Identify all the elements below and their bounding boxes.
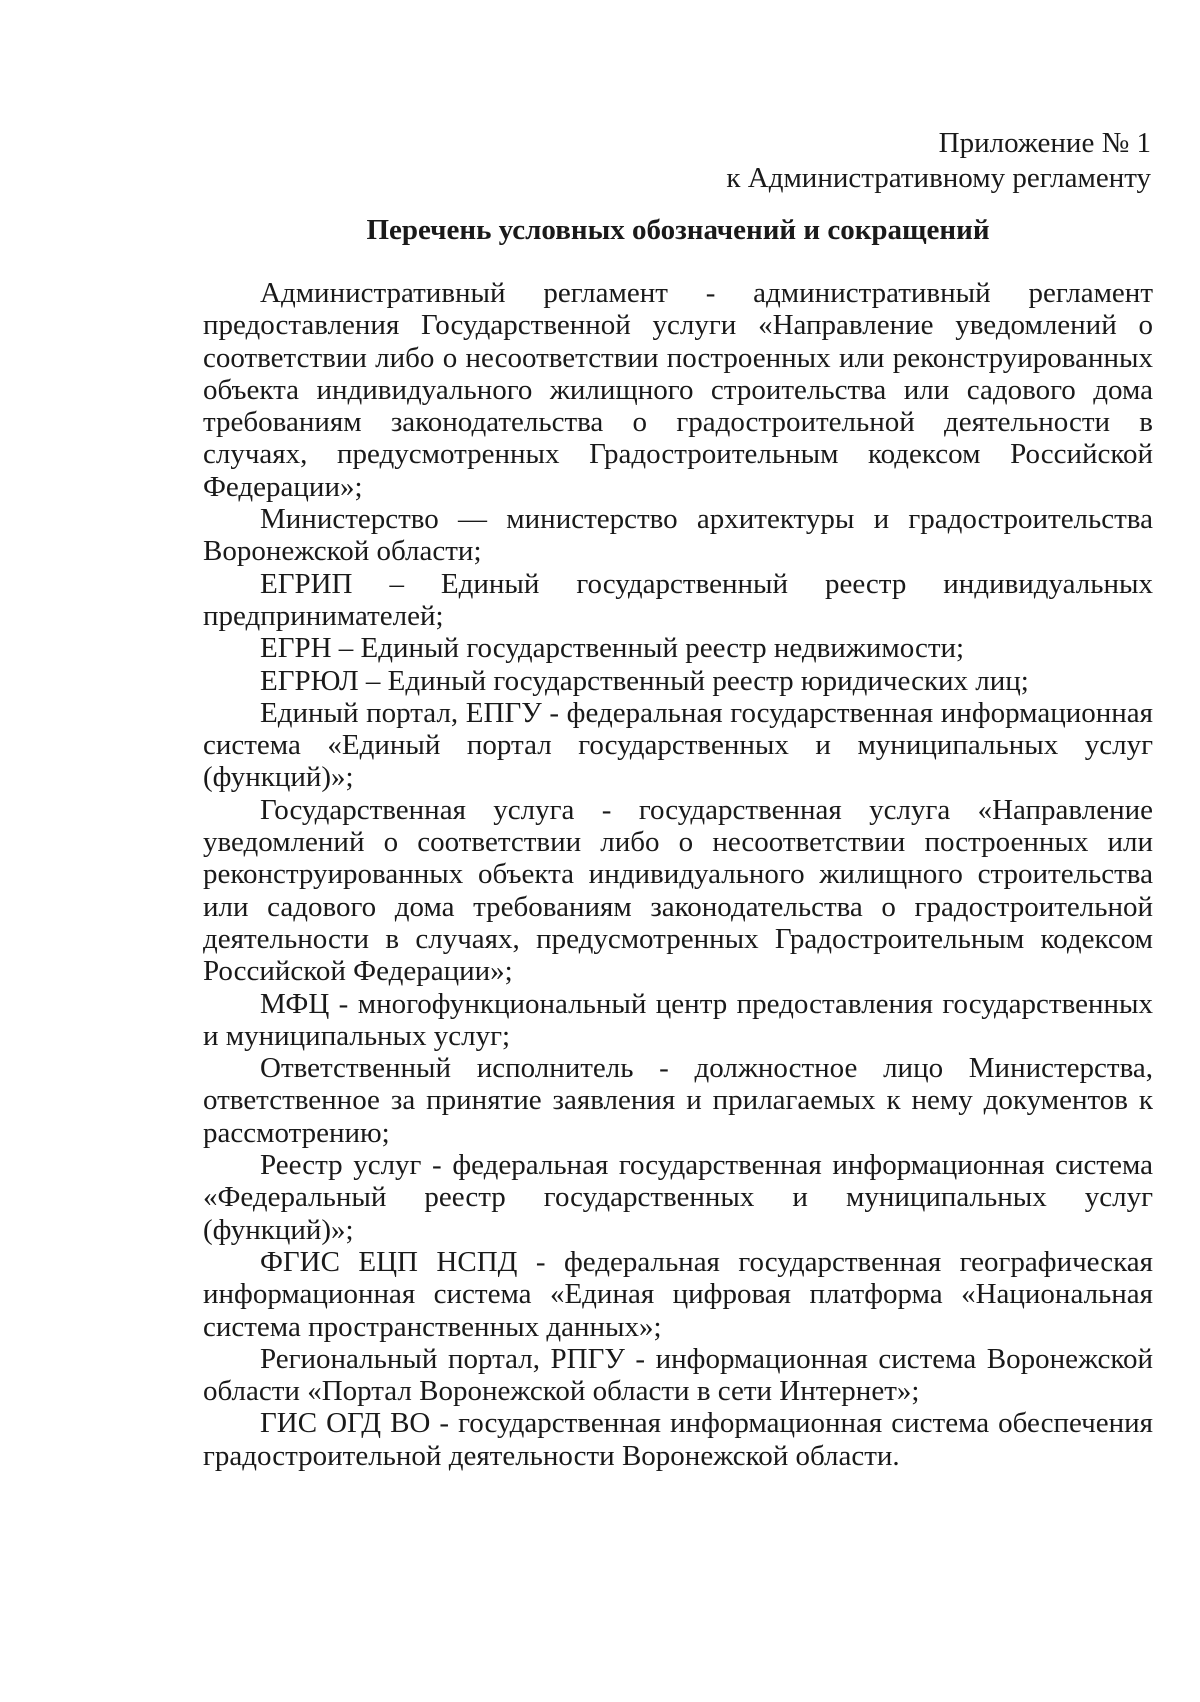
definition-paragraph: МФЦ - многофункциональный центр предоставления государственных и муниципальных услуг; (203, 987, 1153, 1052)
definition-paragraph: Ответственный исполнитель - должностное лицо Министерства, ответственное за принятие заявления и прилагаемых к нему документов к рассмотрению; (203, 1052, 1153, 1149)
definition-paragraph: Министерство — министерство архитектуры и градостроительства Воронежской области; (203, 503, 1153, 568)
document-title: Перечень условных обозначений и сокращений (366, 214, 990, 246)
definition-paragraph: ЕГРИП – Единый государственный реестр индивидуальных предпринимателей; (203, 567, 1153, 632)
definition-paragraph: ЕГРЮЛ – Единый государственный реестр юридических лиц; (260, 664, 1029, 697)
definition-paragraph: ГИС ОГД ВО - государственная информационная система обеспечения градостроительной деятельности Воронежской области. (203, 1407, 1153, 1472)
appendix-reference: к Административному регламенту (726, 162, 1151, 194)
definition-paragraph: ЕГРН – Единый государственный реестр недвижимости; (260, 632, 965, 665)
definition-paragraph: Государственная услуга - государственная услуга «Направление уведомлений о соответствии либо о несоответствии построенных или реконструированных объекта индивидуального жилищного строительства или садового дома требованиям законодательства о градостроительной деятельности в случаях, предусмотренных Градостроительным кодексом Российской Федерации»; (203, 793, 1153, 988)
definition-paragraph: Административный регламент - административный регламент предоставления Государственной услуги «Направление уведомлений о соответствии либо о несоответствии построенных или реконструированных объекта индивидуального жилищного строительства или садового дома требованиям законодательства о градостроительной деятельности в случаях, предусмотренных Градостроительным кодексом Российской Федерации»; (203, 277, 1153, 503)
definition-paragraph: Реестр услуг - федеральная государственная информационная система «Федеральный реестр государственных и муниципальных услуг (функций)»; (203, 1149, 1153, 1246)
definition-paragraph: Региональный портал, РПГУ - информационная система Воронежской области «Портал Воронежской области в сети Интернет»; (203, 1342, 1153, 1408)
definition-paragraph: Единый портал, ЕПГУ - федеральная государственная информационная система «Единый портал государственных и муниципальных услуг (функций)»; (203, 696, 1153, 794)
definition-paragraph: ФГИС ЕЦП НСПД - федеральная государственная географическая информационная система «Единая цифровая платформа «Национальная система пространственных данных»; (203, 1245, 1153, 1343)
definitions-list (203, 277, 1153, 1472)
appendix-number: Приложение № 1 (938, 127, 1151, 159)
appendix-header (726, 126, 1151, 196)
